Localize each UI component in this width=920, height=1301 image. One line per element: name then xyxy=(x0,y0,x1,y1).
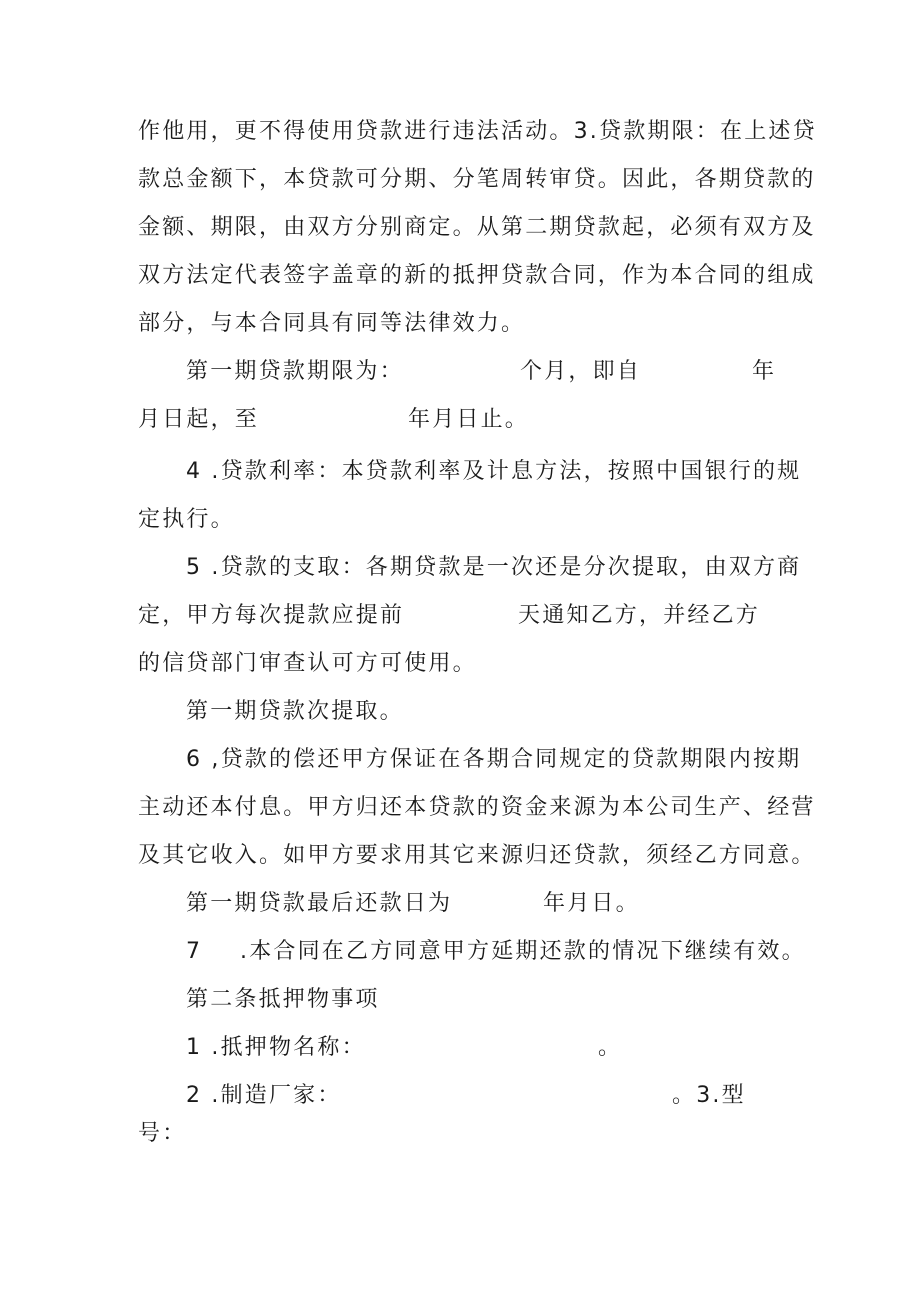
paragraph-line: 6 ,贷款的偿还甲方保证在各期合同规定的贷款期限内按期 xyxy=(186,747,802,772)
collateral-name-label: 1 .抵押物名称： xyxy=(186,1035,366,1060)
paragraph-line: 部分，与本合同具有同等法律效力。 xyxy=(138,311,526,336)
paragraph-line: 4 .贷款利率：本贷款利率及计息方法，按照中国银行的规 xyxy=(186,459,802,484)
loan-term-label: 第一期贷款期限为： xyxy=(186,359,404,384)
loan-term-months: 个月，即自 xyxy=(520,359,642,384)
paragraph-line: 5 .贷款的支取：各期贷款是一次还是分次提取，由双方商 xyxy=(186,555,802,580)
manufacturer-label: 2 .制造厂家： xyxy=(186,1083,342,1108)
paragraph-line: 双方法定代表签字盖章的新的抵押贷款合同，作为本合同的组成 xyxy=(138,263,816,288)
repayment-date-label: 第一期贷款最后还款日为 xyxy=(186,891,453,916)
paragraph-line: 主动还本付息。甲方归还本贷款的资金来源为本公司生产、经营 xyxy=(138,795,816,820)
loan-term-end: 年月日止。 xyxy=(408,407,530,432)
model-label: 。3.型 xyxy=(672,1083,746,1108)
collateral-name-end: 。 xyxy=(598,1035,623,1060)
paragraph-line: 款总金额下，本贷款可分期、分笔周转审贷。因此，各期贷款的 xyxy=(138,167,816,192)
paragraph-line: 金额、期限，由双方分别商定。从第二期贷款起，必须有双方及 xyxy=(138,215,816,240)
loan-term-year: 年 xyxy=(752,359,777,384)
paragraph-line: 及其它收入。如甲方要求用其它来源归还贷款，须经乙方同意。 xyxy=(138,843,816,868)
paragraph-line: 定，甲方每次提款应提前 xyxy=(138,603,405,628)
loan-term-start: 月日起，至 xyxy=(138,407,260,432)
paragraph-line: 天通知乙方，并经乙方 xyxy=(518,603,761,628)
paragraph-line: .本合同在乙方同意甲方延期还款的情况下继续有效。 xyxy=(240,939,806,964)
clause-number: 7 xyxy=(186,939,203,964)
paragraph-line: 的信贷部门审查认可方可使用。 xyxy=(138,651,477,676)
paragraph-line: 第一期贷款次提取。 xyxy=(186,699,404,724)
paragraph-line: 定执行。 xyxy=(138,507,235,532)
paragraph-line: 号： xyxy=(138,1121,187,1146)
section-heading: 第二条抵押物事项 xyxy=(186,987,380,1012)
paragraph-line: 作他用，更不得使用贷款进行违法活动。3.贷款期限：在上述贷 xyxy=(138,119,817,144)
repayment-date-value: 年月日。 xyxy=(543,891,640,916)
